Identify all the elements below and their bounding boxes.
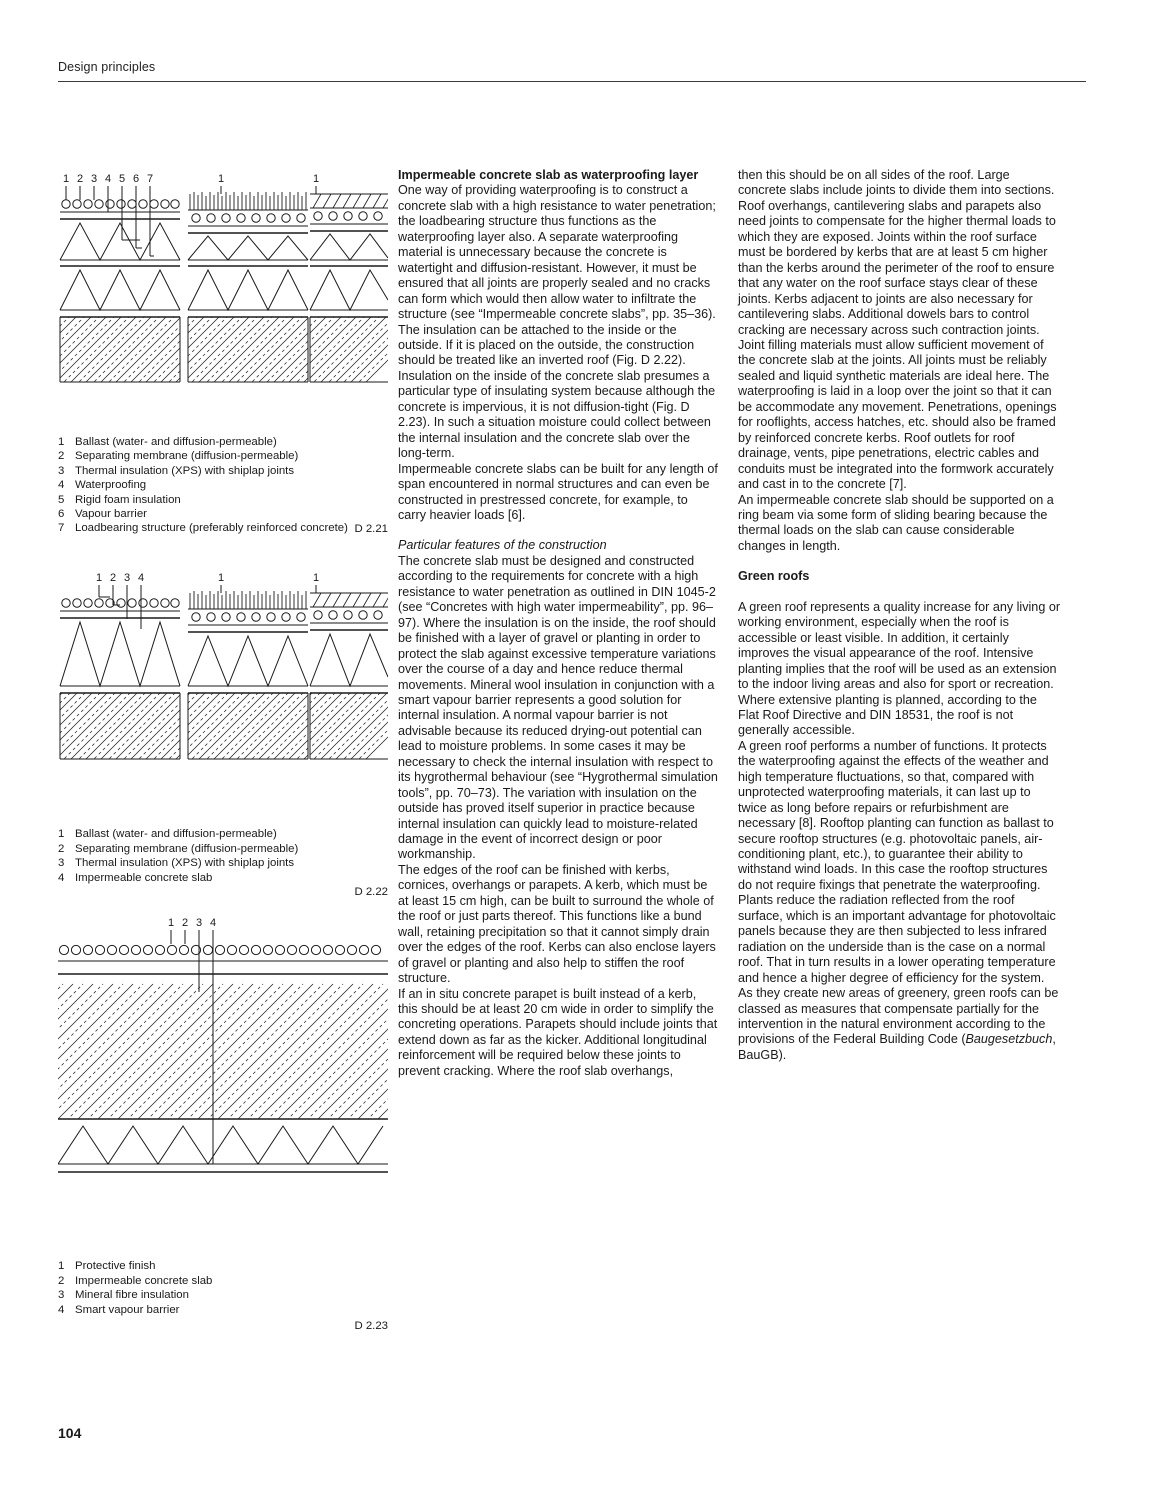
header-rule — [58, 81, 1086, 82]
paragraph: One way of providing waterproofing is to construct a concrete slab with a high resistance to water penetration; the loadbearing structure thus functions as the waterproofing layer also. A separate waterproofing material is unnecessary because the concrete is watertight and diffusion-resistant. However, it must be ensured that all joints are properly sealed and no cracks can form which would then allow water to infiltrate the structure (see “Impermeable concrete slabs”, pp. 35–36). — [398, 183, 716, 322]
legend-item — [58, 449, 388, 463]
legend-text: Mineral fibre insulation — [75, 1289, 189, 1302]
paragraph: A green roof represents a quality increase for any living or working environment, especially when the roof is accessible or least visible. In addition, it certainly improves the visual appearance of the roof. Intensive planting implies that the roof will be used as an extension to the indoor living areas and also for sport or recreation. Where extensive planting is planned, according to the Flat Roof Directive and DIN 18531, the roof is not generally accessible. — [738, 599, 1061, 738]
paragraph: then this should be on all sides of the roof. Large concrete slabs include joints to divide them into sections. Roof overhangs, cantilevering slabs and parapets also need joints to compensate for the higher thermal loads to which they are exposed. Joints within the roof surface must be bordered by kerbs that are at least 5 cm higher than the kerbs around the perimeter of the roof to ensure that any water on the roof surface stays clear of these joints. Kerbs adjacent to joints are also necessary for cantilevering slabs. Additional dowels bars to control cracking are necessary across such contraction joints. Joint filling materials must allow sufficient movement of the concrete slab at the joints. All joints must be reliably sealed and liquid synthetic materials are ideal here. The waterproofing is laid in a loop over the joint so that it can be accommodate any movement. Penetrations, openings for rooflights, access hatches, etc. should also be framed by reinforced concrete kerbs. Roof outlets for roof drainage, vents, pipe penetrations, electric cables and conduits must be integrated into the formwork accurately and cast in to the concrete [7]. — [738, 168, 1057, 492]
legend-number: 6 — [58, 508, 65, 521]
svg-text:4: 4 — [105, 173, 112, 185]
paragraph: Impermeable concrete slabs can be built for any length of span encountered in normal structures and can even be constructed in prestressed concrete, for example, to carry heavier loads [6]. — [398, 461, 718, 522]
figure-d221 — [58, 170, 388, 537]
svg-text:5: 5 — [119, 173, 126, 185]
legend-number: 4 — [58, 1303, 65, 1316]
paragraph: The insulation can be attached to the inside or the outside. If it is placed on the outside, the construction should be treated like an inverted roof (Fig. D 2.22). Insulation on the inside of the concrete slab presumes a particular type of insulating system because although the concrete is impervious, it is not diffusion-tight (Fig. D 2.23). In such a situation moisture could collect between the internal insulation and the concrete slab over the long-term. — [398, 322, 716, 461]
svg-text:1: 1 — [96, 572, 103, 585]
figure-d221-label: D 2.21 — [354, 522, 388, 535]
figure-d222-drawing — [58, 569, 388, 827]
figure-d221-drawing — [58, 170, 388, 435]
svg-text:6: 6 — [133, 173, 140, 185]
legend-text: Protective finish — [75, 1260, 156, 1273]
legend-text: Ballast (water- and diffusion-permeable) — [75, 828, 277, 841]
legend-number: 3 — [58, 1289, 65, 1302]
paragraph: If an in situ concrete parapet is built instead of a kerb, this should be at least 20 cm wide in order to simplify the concreting operations. Parapets should include joints that extend down as far as the kicker. Additional longitudinal reinforcement will be required below these joints to prevent cracking. Where the roof slab overhangs, — [398, 986, 718, 1078]
paragraph-text-a: As they create new areas of greenery, green roofs can be classed as measures that compensate partially for the intervention in the natural environment according to the provisions of the Federal Building Code ( — [738, 986, 1059, 1047]
section-heading-green-roofs: Green roofs — [738, 569, 810, 584]
legend-text: Thermal insulation (XPS) with shiplap joints — [75, 464, 295, 477]
legend-number: 3 — [58, 857, 65, 870]
svg-text:1: 1 — [218, 572, 225, 585]
paragraph: The edges of the roof can be finished with kerbs, cornices, overhangs or parapets. A kerb, which must be at least 15 cm high, can be built to surround the whole of the roof or just parts thereof. This functions like a bund wall, retaining precipitation so that it cannot simply drain over the edges of the roof. Kerbs can also enclose layers of gravel or planting and also help to stiffen the roof structure. — [398, 862, 716, 986]
spacer — [738, 585, 1060, 600]
legend-number: 2 — [58, 842, 65, 855]
legend-item — [58, 871, 388, 885]
italic-term: Baugesetzbuch — [965, 1032, 1053, 1047]
section-heading-impermeable: Impermeable concrete slab as waterproofing layer — [398, 168, 699, 182]
figure-d222-legend — [58, 827, 388, 885]
legend-number: 1 — [58, 436, 65, 448]
legend-item — [58, 478, 388, 492]
right-text-column — [738, 168, 1060, 1063]
legend-text: Waterproofing — [75, 479, 147, 492]
legend-item — [58, 464, 388, 478]
spacer — [738, 554, 1060, 569]
paragraph-final — [738, 986, 1060, 1063]
page-header — [58, 60, 1086, 82]
svg-text:7: 7 — [147, 173, 154, 185]
page-number: 104 — [58, 1425, 82, 1441]
legend-item — [58, 507, 388, 521]
header-title: Design principles — [58, 60, 156, 74]
svg-text:1: 1 — [313, 572, 320, 585]
svg-text:4: 4 — [138, 572, 145, 585]
svg-text:2: 2 — [77, 173, 84, 185]
legend-item — [58, 1303, 388, 1317]
legend-number: 4 — [58, 871, 65, 884]
legend-number: 7 — [58, 522, 65, 535]
middle-text-column — [398, 168, 718, 1079]
legend-item — [58, 827, 388, 841]
legend-text: Separating membrane (diffusion-permeable) — [75, 842, 299, 855]
legend-number: 1 — [58, 828, 65, 841]
legend-text: Separating membrane (diffusion-permeable) — [75, 450, 299, 463]
svg-text:3: 3 — [124, 572, 131, 585]
svg-text:1: 1 — [168, 917, 175, 930]
legend-number: 4 — [58, 479, 65, 492]
svg-text:3: 3 — [91, 173, 98, 185]
legend-text: Ballast (water- and diffusion-permeable) — [75, 436, 277, 448]
legend-text: Impermeable concrete slab — [75, 1274, 213, 1287]
figure-d222-label: D 2.22 — [354, 885, 388, 898]
legend-text: Rigid foam insulation — [75, 493, 181, 506]
legend-item — [58, 842, 388, 856]
legend-item — [58, 1259, 388, 1273]
legend-text: Smart vapour barrier — [75, 1303, 180, 1316]
subheading-particular-features: Particular features of the construction — [398, 538, 607, 553]
paragraph: A green roof performs a number of functions. It protects the waterproofing against the effects of the weather and high temperature fluctuations, so that, compared with unprotected waterproofing materials, it can last up to twice as long before repairs or refurbishment are necessary [8]. Rooftop planting can function as ballast to secure rooftop structures (e.g. photovoltaic panels, air-conditioning plant, etc.), to guarantee their ability to withstand wind loads. In this case the rooftop structures do not require fixings that penetrate the waterproofing. Plants reduce the radiation reflected from the roof surface, which is an important advantage for photovoltaic panels because they are then subjected to less infrared radiation on the underside than is the case on a normal roof. That in turn results in a lower operating temperature and hence a higher degree of efficiency for the system. — [738, 738, 1056, 985]
paragraph-text-b: , BauGB). — [738, 1032, 1056, 1062]
figure-d223-legend — [58, 1259, 388, 1317]
legend-number: 2 — [58, 450, 65, 463]
svg-text:1: 1 — [313, 173, 320, 185]
legend-text: Impermeable concrete slab — [75, 871, 213, 884]
figure-d223 — [58, 914, 388, 1334]
svg-text:2: 2 — [110, 572, 117, 585]
svg-text:1: 1 — [218, 173, 225, 185]
legend-number: 5 — [58, 493, 65, 506]
legend-item — [58, 856, 388, 870]
legend-number: 3 — [58, 464, 65, 477]
svg-text:1: 1 — [63, 173, 70, 185]
spacer — [398, 523, 718, 538]
legend-item — [58, 435, 388, 449]
legend-item — [58, 493, 388, 507]
paragraph: An impermeable concrete slab should be supported on a ring beam via some form of sliding bearing because the thermal loads on the slab can cause considerable changes in length. — [738, 492, 1054, 553]
paragraph: The concrete slab must be designed and constructed according to the requirements for concrete with a high resistance to water penetration as outlined in DIN 1045-2 (see “Concretes with high water impermeability”, pp. 96–97). Where the insulation is on the inside, the roof should be finished with a layer of gravel or planting in order to protect the slab against excessive temperature variations over the course of a day and hence reduce thermal movements. Mineral wool insulation in conjunction with a smart vapour barrier represents a good solution for internal insulation. A normal vapour barrier is not advisable because its reduced drying-out potential can lead to moisture problems. In some cases it may be necessary to check the internal insulation with respect to its hygrothermal behaviour (see “Hygrothermal simulation tools”, pp. 70–73). The variation with insulation on the outside has proved itself superior in practice because internal insulation can quickly lead to moisture-related damage in the event of incorrect design or poor workmanship. — [398, 553, 718, 862]
figures-column — [58, 170, 388, 1334]
legend-item — [58, 1288, 388, 1302]
figure-d223-label: D 2.23 — [354, 1320, 388, 1332]
legend-text: Vapour barrier — [75, 508, 147, 521]
figure-d223-drawing — [58, 914, 388, 1259]
svg-text:2: 2 — [182, 917, 189, 930]
legend-number: 2 — [58, 1274, 65, 1287]
figure-d221-legend — [58, 435, 388, 536]
legend-item — [58, 1274, 388, 1288]
legend-text: Loadbearing structure (preferably reinforced concrete) — [75, 522, 348, 535]
legend-text: Thermal insulation (XPS) with shiplap joints — [75, 857, 295, 870]
figure-d222 — [58, 569, 388, 900]
legend-number: 1 — [58, 1260, 65, 1273]
svg-text:4: 4 — [210, 917, 217, 930]
svg-text:3: 3 — [196, 917, 203, 930]
legend-item — [58, 521, 388, 535]
